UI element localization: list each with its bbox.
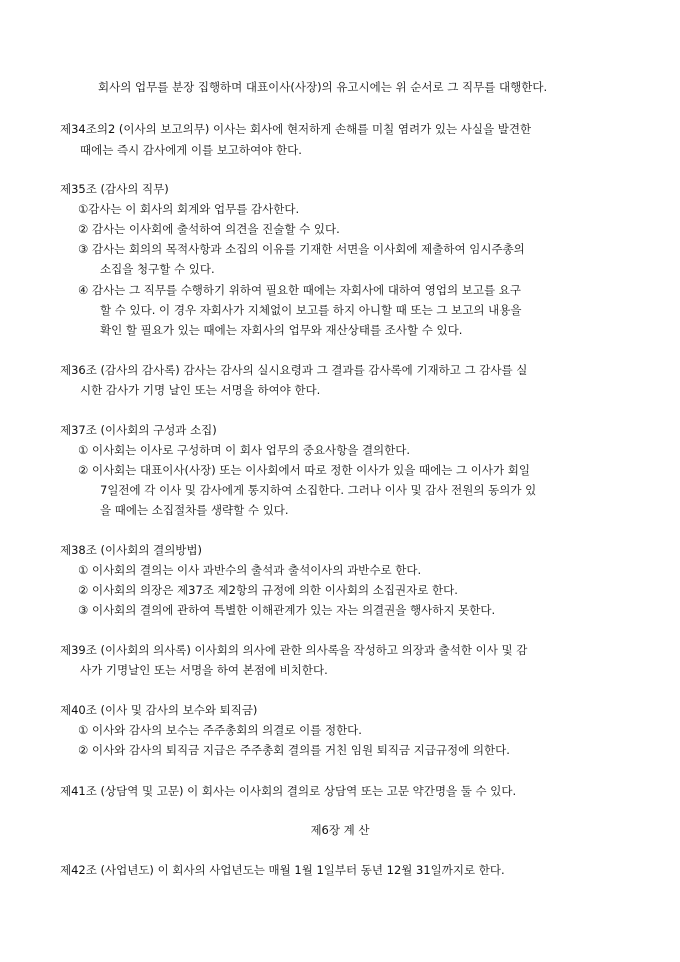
clause-item: ② 이사회의 의장은 제37조 제2항의 규정에 의한 이사회의 소집권자로 한다.	[78, 583, 458, 597]
text-line: 소집을 청구할 수 있다.	[100, 262, 215, 276]
clause-item: ①감사는 이 회사의 회계와 업무를 감사한다.	[78, 202, 300, 216]
text-line: 회사의 업무를 분장 집행하며 대표이사(사장)의 유고시에는 위 순서로 그 직무를 대행한다.	[98, 80, 548, 94]
text-line: 7일전에 각 이사 및 감사에게 통지하여 소집한다. 그러나 이사 및 감사 전원의 동의가 있	[100, 483, 537, 497]
text-line: 할 수 있다. 이 경우 자회사가 지체없이 보고를 하지 아니할 때 또는 그 보고의 내용을	[100, 303, 522, 317]
chapter-title: 제6장 계 산	[310, 823, 370, 837]
article-heading: 제38조 (이사회의 결의방법)	[60, 543, 203, 557]
text-line: 때에는 즉시 감사에게 이를 보고하여야 한다.	[80, 143, 302, 157]
clause-item: ① 이사회는 이사로 구성하며 이 회사 업무의 중요사항을 결의한다.	[78, 443, 411, 457]
text-line: 을 때에는 소집절차를 생략할 수 있다.	[100, 503, 289, 517]
clause-item: ③ 감사는 회의의 목적사항과 소집의 이유를 기재한 서면을 이사회에 제출하여 임시주총의	[78, 242, 525, 256]
text-line: 확인 할 필요가 있는 때에는 자회사의 업무와 재산상태를 조사할 수 있다.	[100, 323, 463, 337]
text-line: 시한 감사가 기명 날인 또는 서명을 하여야 한다.	[80, 383, 321, 397]
clause-item: ① 이사회의 결의는 이사 과반수의 출석과 출석이사의 과반수로 한다.	[78, 563, 422, 577]
article-heading: 제36조 (감사의 감사록) 감사는 감사의 실시요령과 그 결과를 감사록에 기재하고 그 감사를 실	[60, 363, 528, 377]
article-heading: 제39조 (이사회의 의사록) 이사회의 의사에 관한 의사록을 작성하고 의장과 출석한 이사 및 감	[60, 643, 528, 657]
article-heading: 제42조 (사업년도) 이 회사의 사업년도는 매월 1월 1일부터 동년 12월 31일까지로 한다.	[60, 863, 505, 877]
article-heading: 제41조 (상담역 및 고문) 이 회사는 이사회의 결의로 상담역 또는 고문 약간명을 둘 수 있다.	[60, 784, 517, 798]
article-heading: 제40조 (이사 및 감사의 보수와 퇴직금)	[60, 703, 258, 717]
article-heading: 제37조 (이사회의 구성과 소집)	[60, 423, 217, 437]
text-line: 사가 기명날인 또는 서명을 하여 본점에 비치한다.	[80, 663, 328, 677]
clause-item: ③ 이사회의 결의에 관하여 특별한 이해관계가 있는 자는 의결권을 행사하지 못한다.	[78, 603, 496, 617]
clause-item: ① 이사와 감사의 보수는 주주총회의 의결로 이를 정한다.	[78, 723, 362, 737]
clause-item: ② 이사와 감사의 퇴직금 지급은 주주총회 결의를 거친 임원 퇴직금 지급규정에 의한다.	[78, 743, 510, 757]
article-heading: 제35조 (감사의 직무)	[60, 182, 169, 196]
article-heading: 제34조의2 (이사의 보고의무) 이사는 회사에 현저하게 손해를 미칠 염려가 있는 사실을 발견한	[60, 122, 532, 136]
clause-item: ② 감사는 이사회에 출석하여 의견을 진술할 수 있다.	[78, 222, 340, 236]
clause-item: ② 이사회는 대표이사(사장) 또는 이사회에서 따로 정한 이사가 있을 때에는 그 이사가 회일	[78, 463, 530, 477]
clause-item: ④ 감사는 그 직무를 수행하기 위하여 필요한 때에는 자회사에 대하여 영업의 보고를 요구	[78, 283, 521, 297]
